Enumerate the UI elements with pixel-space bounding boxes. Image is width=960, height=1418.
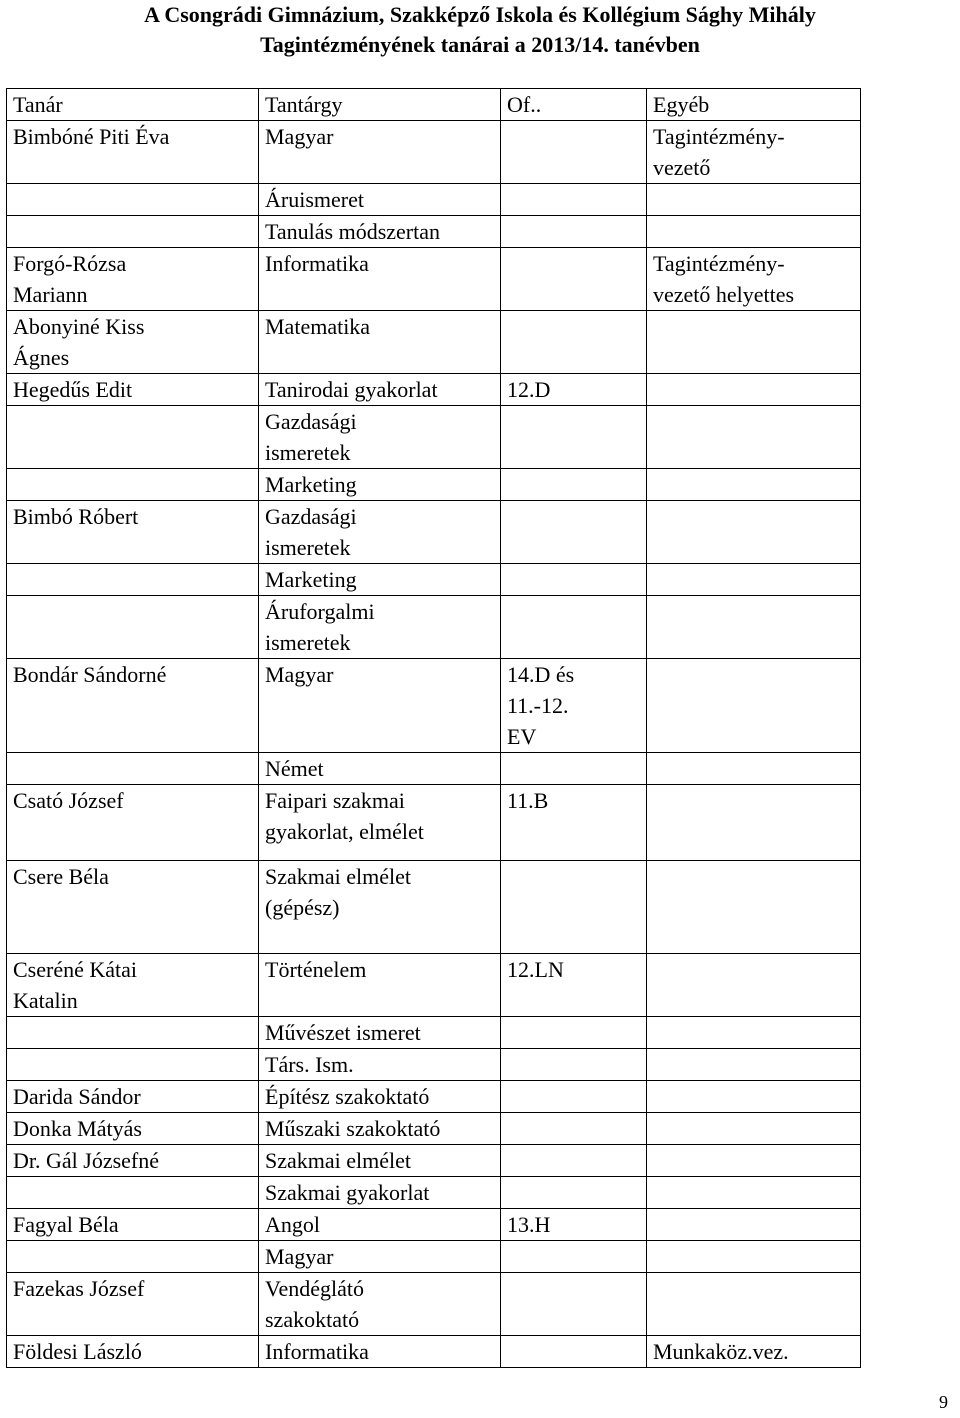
cell-teacher bbox=[7, 216, 259, 248]
cell-other bbox=[647, 184, 861, 216]
cell-class bbox=[501, 406, 647, 469]
cell-class bbox=[501, 1113, 647, 1145]
cell-other bbox=[647, 1017, 861, 1049]
cell-subject: Faipari szakmai gyakorlat, elmélet bbox=[259, 785, 501, 861]
header-teacher: Tanár bbox=[7, 89, 259, 121]
table-row bbox=[7, 1081, 861, 1113]
cell-other bbox=[647, 1049, 861, 1081]
cell-subject: Gazdasági ismeretek bbox=[259, 501, 501, 564]
table-row bbox=[7, 861, 861, 954]
cell-subject: Informatika bbox=[259, 1336, 501, 1368]
cell-class bbox=[501, 501, 647, 564]
cell-teacher: Donka Mátyás bbox=[7, 1113, 259, 1145]
cell-other bbox=[647, 1113, 861, 1145]
cell-class bbox=[501, 216, 647, 248]
cell-teacher: Hegedűs Edit bbox=[7, 374, 259, 406]
cell-class bbox=[501, 1241, 647, 1273]
cell-teacher: Bimbó Róbert bbox=[7, 501, 259, 564]
cell-class bbox=[501, 248, 647, 311]
cell-other bbox=[647, 861, 861, 954]
table-body bbox=[7, 121, 861, 1368]
cell-subject: Építész szakoktató bbox=[259, 1081, 501, 1113]
cell-subject: Szakmai elmélet (gépész) bbox=[259, 861, 501, 954]
cell-other bbox=[647, 374, 861, 406]
teachers-table bbox=[6, 88, 861, 1368]
cell-subject: Marketing bbox=[259, 564, 501, 596]
cell-class: 11.B bbox=[501, 785, 647, 861]
table-row bbox=[7, 311, 861, 374]
page-number: 9 bbox=[939, 1392, 948, 1412]
cell-teacher bbox=[7, 596, 259, 659]
cell-teacher: Cseréné Kátai Katalin bbox=[7, 954, 259, 1017]
cell-subject: Német bbox=[259, 753, 501, 785]
table-row bbox=[7, 374, 861, 406]
table-row bbox=[7, 564, 861, 596]
cell-teacher: Bondár Sándorné bbox=[7, 659, 259, 753]
table-row bbox=[7, 659, 861, 753]
cell-other bbox=[647, 501, 861, 564]
table-row bbox=[7, 954, 861, 1017]
header-class: Of.. bbox=[501, 89, 647, 121]
cell-other bbox=[647, 659, 861, 753]
table-row bbox=[7, 248, 861, 311]
cell-class bbox=[501, 596, 647, 659]
cell-subject: Magyar bbox=[259, 121, 501, 184]
cell-teacher: Fazekas József bbox=[7, 1273, 259, 1336]
table-row bbox=[7, 1049, 861, 1081]
cell-teacher: Forgó-Rózsa Mariann bbox=[7, 248, 259, 311]
table-row bbox=[7, 1336, 861, 1368]
table-row bbox=[7, 1017, 861, 1049]
table-row bbox=[7, 1145, 861, 1177]
cell-class bbox=[501, 564, 647, 596]
table-row bbox=[7, 501, 861, 564]
cell-teacher bbox=[7, 1177, 259, 1209]
cell-class bbox=[501, 311, 647, 374]
cell-teacher: Csere Béla bbox=[7, 861, 259, 954]
header-other: Egyéb bbox=[647, 89, 861, 121]
cell-subject: Művészet ismeret bbox=[259, 1017, 501, 1049]
cell-class bbox=[501, 1177, 647, 1209]
cell-other bbox=[647, 564, 861, 596]
cell-subject: Vendéglátó szakoktató bbox=[259, 1273, 501, 1336]
cell-other bbox=[647, 1241, 861, 1273]
cell-subject: Tanulás módszertan bbox=[259, 216, 501, 248]
cell-class bbox=[501, 1145, 647, 1177]
cell-other bbox=[647, 406, 861, 469]
table-row bbox=[7, 1113, 861, 1145]
table-row bbox=[7, 596, 861, 659]
cell-other: Munkaköz.vez. bbox=[647, 1336, 861, 1368]
cell-teacher bbox=[7, 1049, 259, 1081]
cell-subject: Magyar bbox=[259, 1241, 501, 1273]
cell-subject: Áruismeret bbox=[259, 184, 501, 216]
cell-subject: Angol bbox=[259, 1209, 501, 1241]
document-title-line-2: Tagintézményének tanárai a 2013/14. tanévben bbox=[260, 32, 700, 57]
cell-teacher bbox=[7, 753, 259, 785]
cell-other bbox=[647, 1273, 861, 1336]
table-row bbox=[7, 469, 861, 501]
cell-subject: Történelem bbox=[259, 954, 501, 1017]
header-subject: Tantárgy bbox=[259, 89, 501, 121]
cell-other bbox=[647, 1209, 861, 1241]
cell-other bbox=[647, 596, 861, 659]
cell-teacher: Bimbóné Piti Éva bbox=[7, 121, 259, 184]
table-row bbox=[7, 1273, 861, 1336]
table-header-row bbox=[7, 89, 861, 121]
cell-class bbox=[501, 1273, 647, 1336]
cell-class bbox=[501, 121, 647, 184]
cell-subject: Szakmai gyakorlat bbox=[259, 1177, 501, 1209]
cell-teacher bbox=[7, 406, 259, 469]
table-row bbox=[7, 406, 861, 469]
cell-teacher: Földesi László bbox=[7, 1336, 259, 1368]
table-row bbox=[7, 121, 861, 184]
cell-other bbox=[647, 1177, 861, 1209]
cell-class bbox=[501, 1017, 647, 1049]
cell-subject: Tanirodai gyakorlat bbox=[259, 374, 501, 406]
cell-teacher bbox=[7, 1017, 259, 1049]
table-row bbox=[7, 216, 861, 248]
table-row bbox=[7, 1241, 861, 1273]
cell-other bbox=[647, 1145, 861, 1177]
cell-other: Tagintézmény- vezető bbox=[647, 121, 861, 184]
cell-teacher: Csató József bbox=[7, 785, 259, 861]
cell-teacher bbox=[7, 184, 259, 216]
cell-other bbox=[647, 311, 861, 374]
cell-subject: Áruforgalmi ismeretek bbox=[259, 596, 501, 659]
cell-class: 12.LN bbox=[501, 954, 647, 1017]
table-row bbox=[7, 785, 861, 861]
table-row bbox=[7, 184, 861, 216]
cell-other bbox=[647, 469, 861, 501]
cell-class: 12.D bbox=[501, 374, 647, 406]
cell-teacher bbox=[7, 1241, 259, 1273]
cell-class bbox=[501, 469, 647, 501]
cell-class bbox=[501, 1049, 647, 1081]
cell-subject: Műszaki szakoktató bbox=[259, 1113, 501, 1145]
cell-teacher: Fagyal Béla bbox=[7, 1209, 259, 1241]
cell-other bbox=[647, 1081, 861, 1113]
table-row bbox=[7, 1177, 861, 1209]
cell-teacher: Darida Sándor bbox=[7, 1081, 259, 1113]
cell-other bbox=[647, 753, 861, 785]
cell-class bbox=[501, 1081, 647, 1113]
cell-class bbox=[501, 753, 647, 785]
cell-other bbox=[647, 954, 861, 1017]
cell-subject: Matematika bbox=[259, 311, 501, 374]
cell-subject: Magyar bbox=[259, 659, 501, 753]
cell-subject: Informatika bbox=[259, 248, 501, 311]
cell-class bbox=[501, 861, 647, 954]
table-row bbox=[7, 1209, 861, 1241]
cell-subject: Társ. Ism. bbox=[259, 1049, 501, 1081]
cell-other bbox=[647, 216, 861, 248]
document-title-line-1: A Csongrádi Gimnázium, Szakképző Iskola és Kollégium Sághy Mihály bbox=[144, 2, 816, 27]
cell-other: Tagintézmény- vezető helyettes bbox=[647, 248, 861, 311]
cell-teacher bbox=[7, 564, 259, 596]
cell-subject: Marketing bbox=[259, 469, 501, 501]
cell-class bbox=[501, 184, 647, 216]
cell-class: 13.H bbox=[501, 1209, 647, 1241]
cell-teacher: Dr. Gál Józsefné bbox=[7, 1145, 259, 1177]
table-row bbox=[7, 753, 861, 785]
cell-class: 14.D és 11.-12. EV bbox=[501, 659, 647, 753]
cell-teacher: Abonyiné Kiss Ágnes bbox=[7, 311, 259, 374]
cell-class bbox=[501, 1336, 647, 1368]
cell-subject: Gazdasági ismeretek bbox=[259, 406, 501, 469]
cell-teacher bbox=[7, 469, 259, 501]
cell-subject: Szakmai elmélet bbox=[259, 1145, 501, 1177]
cell-other bbox=[647, 785, 861, 861]
